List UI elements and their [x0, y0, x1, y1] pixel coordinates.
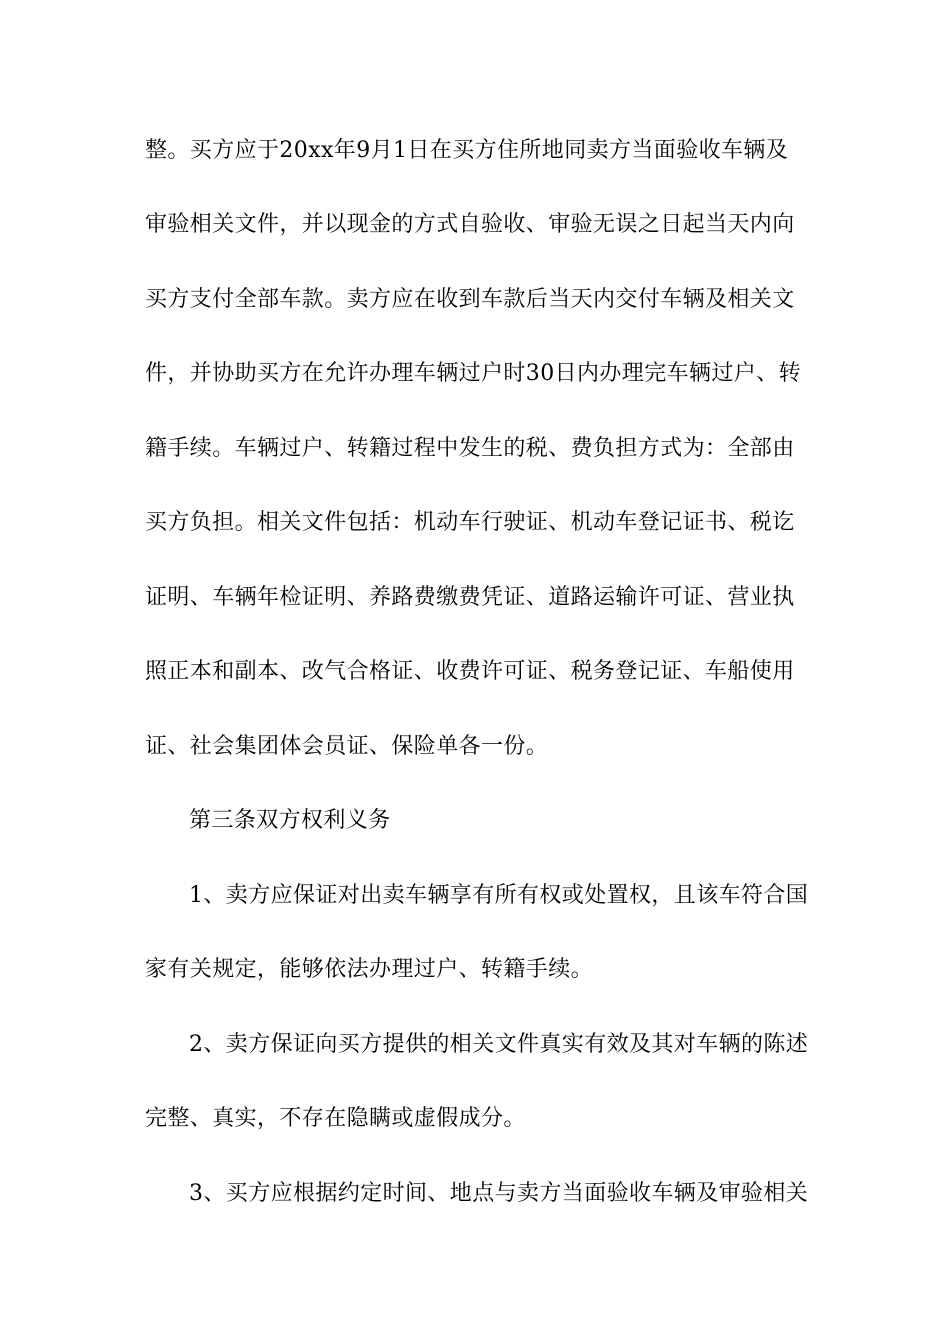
paragraph-line: 件，并协助买方在允许办理车辆过户时30日内办理完车辆过户、转: [145, 361, 801, 386]
paragraph-line: 完整、真实，不存在隐瞒或虚假成分。: [145, 1106, 526, 1131]
paragraph-line: 2、卖方保证向买方提供的相关文件真实有效及其对车辆的陈述: [189, 1032, 809, 1057]
paragraph-line: 家有关规定，能够依法办理过户、转籍手续。: [145, 957, 594, 982]
paragraph-line: 审验相关文件，并以现金的方式自验收、审验无误之日起当天内向: [145, 212, 795, 237]
paragraph-line: 证、社会集团体会员证、保险单各一份。: [145, 734, 549, 759]
paragraph-line: 照正本和副本、改气合格证、收费许可证、税务登记证、车船使用: [145, 659, 795, 684]
paragraph-line: 1、卖方应保证对出卖车辆享有所有权或处置权，且该车符合国: [189, 883, 809, 908]
paragraph-line: 整。买方应于20xx年9月1日在买方住所地同卖方当面验收车辆及: [145, 138, 789, 163]
paragraph-line: 买方支付全部车款。卖方应在收到车款后当天内交付车辆及相关文: [145, 287, 795, 312]
paragraph-line: 证明、车辆年检证明、养路费缴费凭证、道路运输许可证、营业执: [145, 585, 795, 610]
paragraph-line: 买方负担。相关文件包括：机动车行驶证、机动车登记证书、税讫: [145, 510, 795, 535]
paragraph-line: 籍手续。车辆过户、转籍过程中发生的税、费负担方式为：全部由: [145, 436, 795, 461]
section-heading: 第三条双方权利义务: [189, 808, 391, 833]
paragraph-line: 3、买方应根据约定时间、地点与卖方当面验收车辆及审验相关: [189, 1181, 809, 1206]
